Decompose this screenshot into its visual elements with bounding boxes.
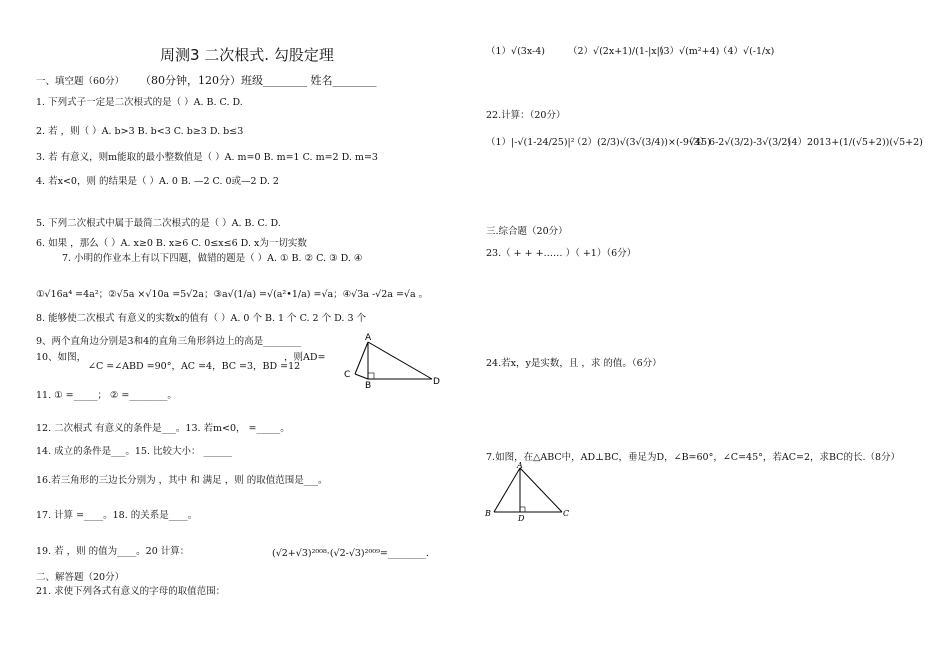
question-25: 7.如图，在△ABC中，AD⊥BC，垂足为D，∠B=60°，∠C=45°，若AC=2，求BC的长.（8分） <box>486 452 901 463</box>
fig1-label-b: B <box>365 381 372 390</box>
question-14-15: 14. 成立的条件是___。15. 比较大小： ______ <box>36 446 233 457</box>
q21-item-4: （4）√(-1/x) <box>718 46 775 57</box>
fig1-label-a: A <box>365 333 372 343</box>
page-title: 周测3 二次根式. 勾股定理 <box>160 46 334 64</box>
q22-item-4: （4）2013+(1/(√5+2))(√5+2) <box>782 137 923 148</box>
question-11: 11. ① =_____； ② =________。 <box>36 390 177 401</box>
question-6: 6. 如果 ，那么（ ）A. x≥0 B. x≥6 C. 0≤x≤6 D. x为一切实数 <box>36 238 307 249</box>
question-21: 21. 求使下列各式有意义的字母的取值范围： <box>36 586 226 597</box>
question-22: 22.计算：（20分） <box>486 110 566 121</box>
fig2-label-b: B <box>485 509 491 518</box>
question-10: 10、如图， <box>36 352 87 363</box>
section-answer: 二、解答题（20分） <box>36 572 125 583</box>
q22-item-1: （1）|-√(1-24/25)|² <box>486 137 575 148</box>
section-fill-in: 一、填空题（60分） <box>36 76 125 87</box>
figure-triangle-abcd <box>340 330 450 390</box>
q22-item-2: （2）(2/3)√(3√(3/4))×(-9√45) <box>572 137 711 148</box>
fig2-label-a: A <box>517 462 523 470</box>
question-2: 2. 若 ，则（ ）A. b>3 B. b<3 C. b≥3 D. b≤3 <box>36 126 244 137</box>
question-7: 7. 小明的作业本上有以下四题，做错的题是（ ）A. ① B. ② C. ③ D. ④ <box>62 253 363 264</box>
question-16: 16.若三角形的三边长分别为 ，其中 和 满足 ，则 的取值范围是___。 <box>36 475 328 486</box>
fig2-label-d: D <box>518 514 525 522</box>
question-5: 5. 下列二次根式中属于最简二次根式的是（ ）A. B. C. D. <box>36 218 281 229</box>
q21-item-3: （3）√(m²+4) <box>654 46 720 57</box>
question-10-condition: ∠C =∠ABD =90°，AC =4，BC =3，BD =12 <box>88 361 301 372</box>
question-10-end: ，则AD= <box>284 352 326 363</box>
q21-item-2: （2）√(2x+1)/(1-|x|) <box>568 46 664 57</box>
question-3: 3. 若 有意义，则m能取的最小整数值是（ ）A. m=0 B. m=1 C. m=2 D. m=3 <box>36 152 378 163</box>
q21-item-1: （1）√(3x-4) <box>486 46 545 57</box>
question-1: 1. 下列式子一定是二次根式的是（ ）A. B. C. D. <box>36 97 243 108</box>
fig1-label-c: C <box>344 370 351 380</box>
fig1-label-d: D <box>433 377 440 387</box>
question-23: 23.（ + + +…… ）（ +1）（6分） <box>486 248 637 259</box>
question-19-20: 19. 若 ，则 的值为____。20 计算： <box>36 546 190 557</box>
section-comprehensive: 三.综合题（20分） <box>486 226 568 237</box>
question-17-18: 17. 计算 =____。18. 的关系是____。 <box>36 510 198 521</box>
question-24: 24.若x，y是实数，且 ，求 的值。（6分） <box>486 358 662 369</box>
fig2-label-c: C <box>563 509 570 518</box>
question-20-expression: (√2+√3)²⁰⁰⁸·(√2-√3)²⁰⁰⁹=________. <box>272 548 429 559</box>
question-12-13: 12. 二次根式 有意义的条件是___。13. 若m<0， =_____。 <box>36 423 290 434</box>
question-4: 4. 若x<0，则 的结果是（ ）A. 0 B. —2 C. 0或—2 D. 2 <box>36 176 279 187</box>
question-9: 9、两个直角边分别是3和4的直角三角形斜边上的高是________ <box>36 336 302 347</box>
figure-triangle-abc <box>484 462 574 522</box>
question-7-items: ①√16a⁴ =4a²；②√5a ×√10a =5√2a；③a√(1/a) =√(a²•1/a) =√a；④√3a -√2a =√a 。 <box>36 289 429 300</box>
header-info: （80分钟，120分）班级________ 姓名________ <box>140 74 377 87</box>
q22-item-3: （3）6-2√(3/2)-3√(3/2) <box>684 137 792 148</box>
question-8: 8. 能够使二次根式 有意义的实数x的值有（ ）A. 0 个 B. 1 个 C. 2 个 D. 3 个 <box>36 313 367 324</box>
